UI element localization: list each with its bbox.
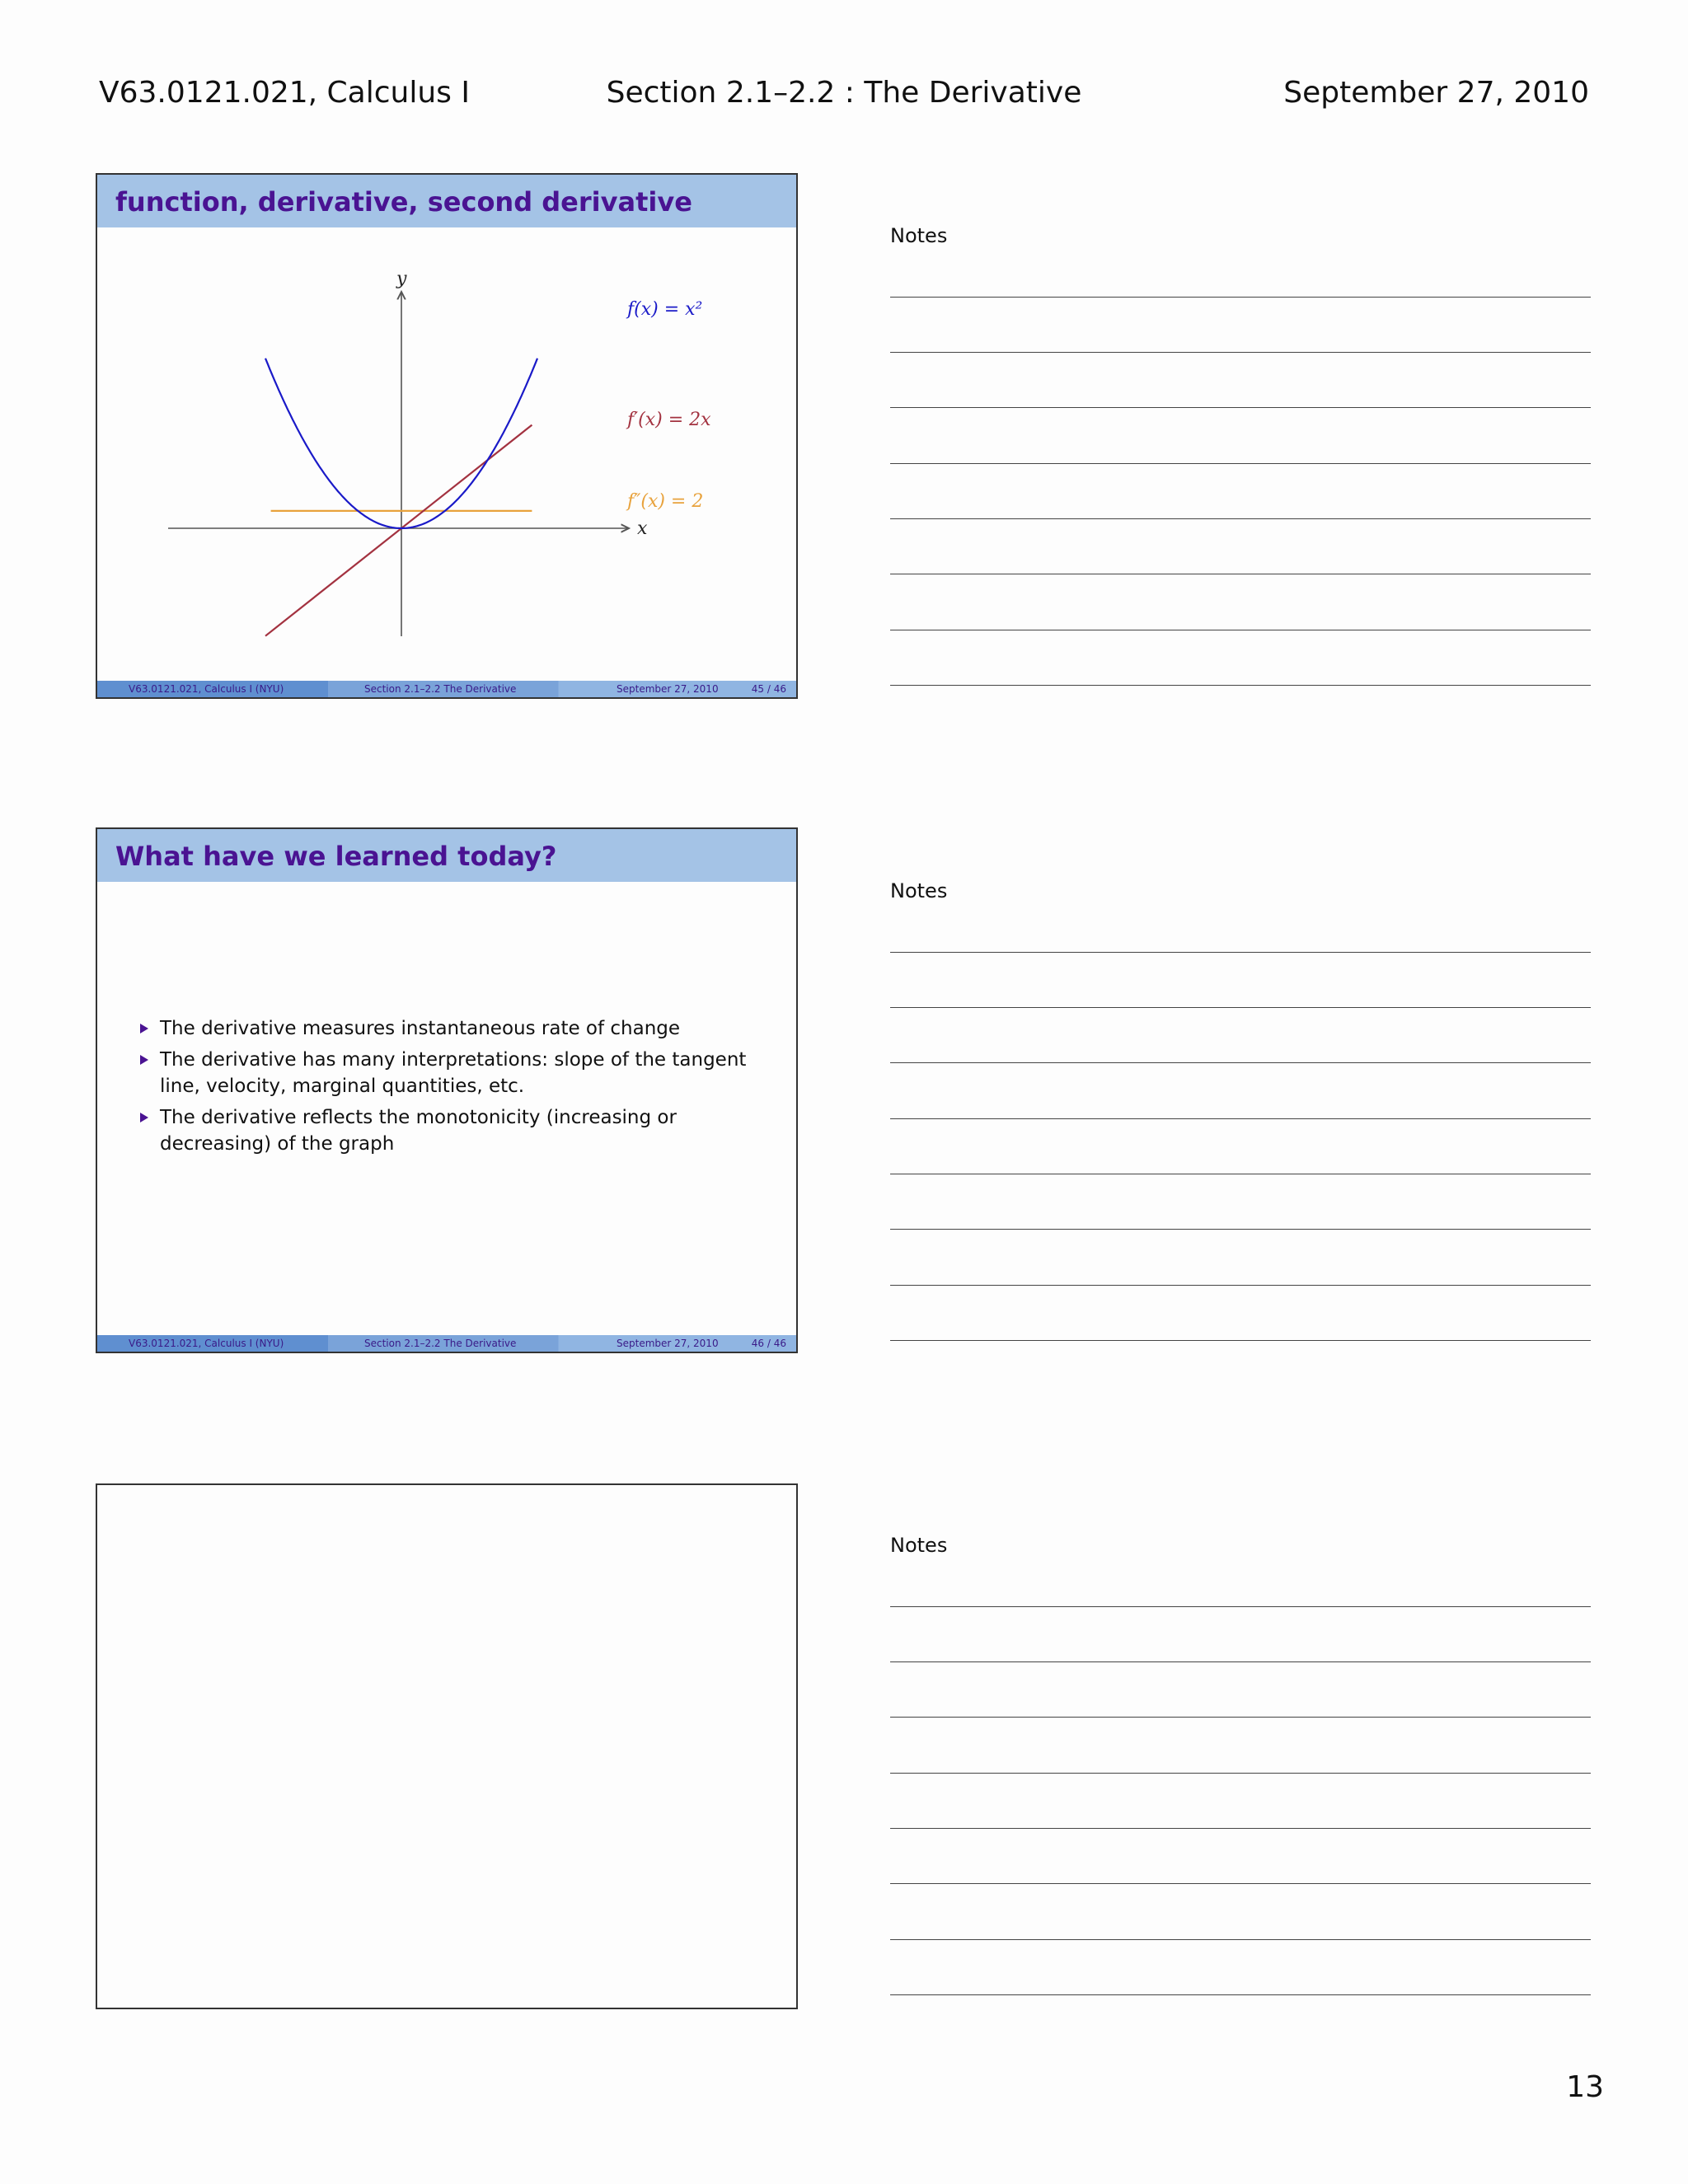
note-line: [890, 1994, 1591, 1995]
notes-label: Notes: [890, 879, 948, 902]
slide-footer: [97, 1335, 796, 1352]
note-line: [890, 518, 1591, 519]
second-derivative-label: f″(x) = 2: [627, 491, 704, 512]
note-line: [890, 1828, 1591, 1829]
header-course: V63.0121.021, Calculus I: [99, 76, 470, 110]
triangle-bullet-icon: [140, 1024, 148, 1033]
note-line: [890, 1118, 1591, 1119]
bullet-text: The derivative has many interpretations: slope of the tangent line, velocity, marginal quantities, etc.: [160, 1049, 747, 1097]
bullet-list: [138, 1015, 765, 1162]
triangle-bullet-icon: [140, 1055, 148, 1065]
bullet-item: [138, 1015, 765, 1042]
note-line: [890, 1229, 1591, 1230]
footer-section: Section 2.1–2.2 The Derivative: [364, 683, 517, 695]
footer-date: September 27, 2010: [617, 1338, 719, 1349]
x-axis-label: x: [637, 518, 648, 539]
notes-label: Notes: [890, 1534, 948, 1557]
slide-title: function, derivative, second derivative: [115, 186, 692, 218]
note-line: [890, 463, 1591, 464]
slide-46: [96, 827, 798, 1353]
derivative-graph: [97, 175, 798, 699]
blank-slide: [96, 1483, 798, 2009]
header-section: Section 2.1–2.2 : The Derivative: [606, 76, 1082, 110]
note-line: [890, 1661, 1591, 1662]
bullet-item: [138, 1104, 765, 1157]
bullet-text: The derivative measures instantaneous rate of change: [160, 1018, 681, 1039]
note-line: [890, 1939, 1591, 1940]
slide-footer: [97, 681, 796, 697]
slide-title-bar: [97, 829, 796, 882]
slide-45: [96, 173, 798, 699]
note-line: [890, 1773, 1591, 1774]
footer-page-number: 46 / 46: [751, 1338, 786, 1349]
note-line: [890, 352, 1591, 353]
note-line: [890, 1340, 1591, 1341]
note-line: [890, 1883, 1591, 1884]
notes-label: Notes: [890, 224, 948, 247]
note-line: [890, 297, 1591, 298]
note-line: [890, 1717, 1591, 1718]
footer-page-number: 45 / 46: [751, 683, 786, 695]
footer-date: September 27, 2010: [617, 683, 719, 695]
y-axis-label: y: [396, 269, 407, 289]
note-line: [890, 685, 1591, 686]
note-line: [890, 952, 1591, 953]
note-line: [890, 1062, 1591, 1063]
bullet-text: The derivative reflects the monotonicity (increasing or decreasing) of the graph: [160, 1107, 677, 1155]
note-line: [890, 1285, 1591, 1286]
note-line: [890, 1606, 1591, 1607]
header-date: September 27, 2010: [1283, 76, 1589, 110]
note-line: [890, 407, 1591, 408]
footer-section: Section 2.1–2.2 The Derivative: [364, 1338, 517, 1349]
triangle-bullet-icon: [140, 1113, 148, 1122]
slide-title: What have we learned today?: [115, 841, 557, 872]
note-line: [890, 1007, 1591, 1008]
footer-course: V63.0121.021, Calculus I (NYU): [129, 683, 284, 695]
function-label: f(x) = x²: [627, 299, 703, 320]
page-number: 13: [1566, 2070, 1604, 2104]
bullet-item: [138, 1047, 765, 1099]
derivative-label: f′(x) = 2x: [627, 410, 711, 430]
footer-course: V63.0121.021, Calculus I (NYU): [129, 1338, 284, 1349]
derivative-curve: [265, 425, 532, 636]
